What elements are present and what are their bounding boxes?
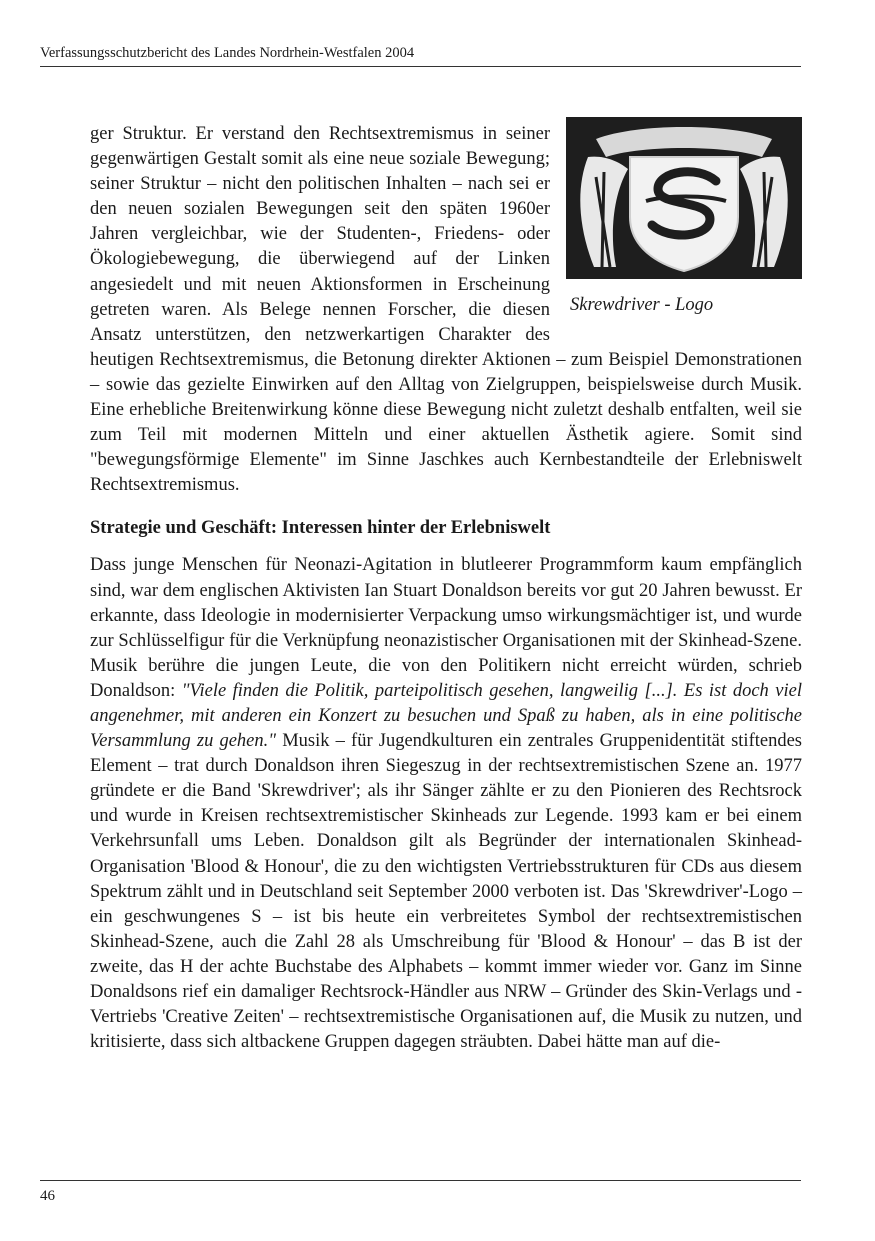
section-heading: Strategie und Geschäft: Interessen hinter der Erlebniswelt [90,518,551,539]
paragraph-2 [90,553,802,1055]
skrewdriver-logo-image [566,117,802,279]
figure [566,117,804,318]
running-header: Verfassungsschutzbericht des Landes Nordrhein-Westfalen 2004 [40,44,801,67]
page-content [90,122,802,1055]
donaldson-quote: "Viele finden die Politik, parteipolitisch gesehen, langweilig [...]. Es ist doch viel angenehmer, mit anderen ein Konzert zu besuchen und Spaß zu haben, als in eine politische Versammlung zu gehen." [90,680,802,752]
logo-icon [566,117,802,279]
paragraph-2-start: Dass junge Menschen für Neonazi-Agitation in blutleerer Programmform kaum empfänglich sind, war dem englischen Aktivisten Ian Stuart Donaldson bereits vor gut 20 Jahren bewusst. Er erkannte, dass Ideologie in modernisierter Verpackung umso wirkungsmächtiger ist, und wurde zur Schlüsselfigur für die Verknüpfung neonazistischer Organisationen mit der Skinhead-Szene. Musik berühre die jungen Leute, die von den Politikern nicht erreicht würden, schrieb Donaldson: [90,555,802,701]
paragraph-2-end: Musik – für Jugendkulturen ein zentrales Gruppenidentität stiftendes Element – trat durch Donaldson ihren Siegeszug in der rechtsextremistischen Szene an. 1977 gründete er die Band 'Skrewdriver'; als ihr Sänger zählte er zu den Pionieren des Rechtsrock und wurde in Kreisen rechtsextremistischer Skinheads zur Legende. 1993 kam er bei einem Verkehrsunfall ums Leben. Donaldson gilt als Begründer der internationalen Skinhead-Organisation 'Blood & Honour', die zu den wichtigsten Vertriebsstrukturen für CDs aus diesem Spektrum zählt und in Deutschland seit September 2000 verboten ist. Das 'Skrewdriver'-Logo – ein geschwungenes S – ist bis heute ein verbreitetes Symbol der rechtsextremistischen Skinhead-Szene, auch die Zahl 28 als Umschreibung für 'Blood & Honour' – das B ist der zweite, das H der achte Buchstabe des Alphabets – kommt immer wieder vor. Ganz im Sinne Donaldsons rief ein damaliger Rechtsrock-Händler aus NRW – Gründer des Skin-Verlags und -Vertriebs 'Creative Zeiten' – rechtsextremistische Organisationen auf, die Musik zu nutzen, und kritisierte, dass sich altbackene Gruppen dagegen sträubten. Dabei hätte man auf die- [90,731,802,1053]
footer-divider [40,1180,801,1181]
paragraph-1: ger Struktur. Er verstand den Rechtsextremismus in seiner gegenwärtigen Gestalt somit als eine neue soziale Bewegung; seiner Struktur – nicht den politischen Inhalten – nach sei er den neuen sozialen Bewegungen seit den späten 1960er Jahren vergleichbar, wie der Studenten-, Friedens- oder Ökologiebewegung, die überwiegend auf der Linken angesiedelt und mit neuen Aktionsformen in Erscheinung getreten waren. Als Belege nennen Forscher, die diesen Ansatz unterstützen, den netzwerkartigen Charakter des heutigen Rechtsextremismus, die Betonung direkter Aktionen – zum Beispiel Demonstrationen – sowie das gezielte Einwirken auf den Alltag von Zielgruppen, beispielsweise durch Musik. Eine erhebliche Breitenwirkung könne diese Bewegung nicht zuletzt deshalb entfalten, weil sie zum Teil mit modernen Mitteln und einer aktuellen Ästhetik agiere. Somit sind "bewegungsförmige Elemente" im Sinne Jaschkes auch Kernbestandteile der Erlebniswelt Rechtsextremismus. [90,124,802,496]
figure-caption: Skrewdriver - Logo [570,295,714,315]
page-number: 46 [40,1188,55,1204]
